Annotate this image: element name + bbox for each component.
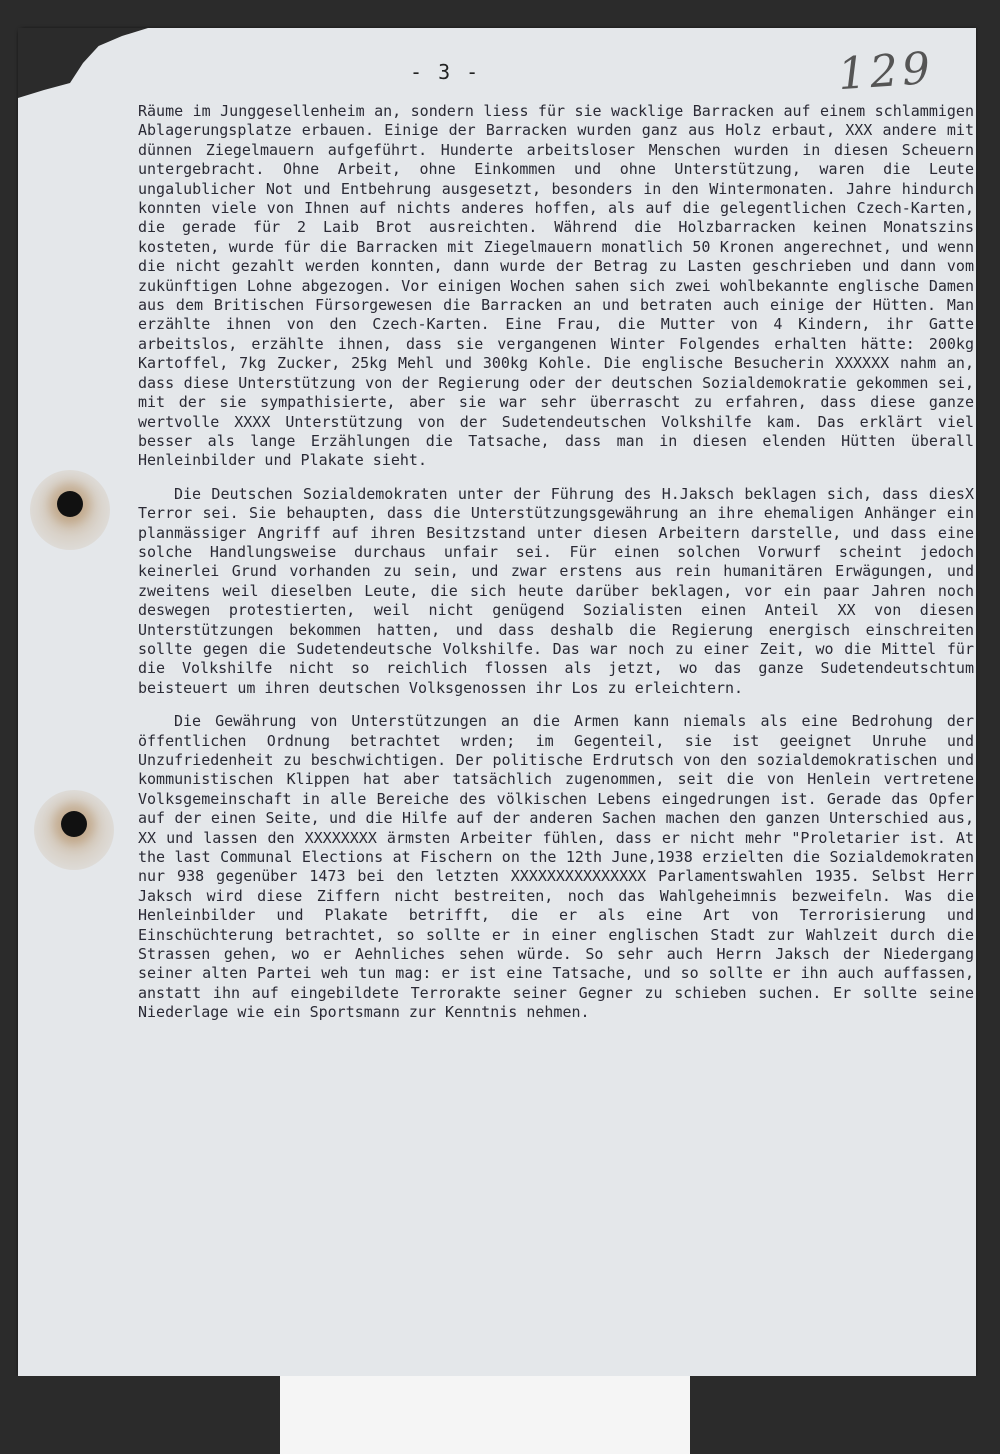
page-number: - 3 - bbox=[410, 60, 481, 84]
punch-hole bbox=[57, 491, 83, 517]
folio-number: 129 bbox=[836, 42, 936, 101]
paragraph-3: Die Gewährung von Unterstützungen an die Armen kann niemals als eine Bedrohung der öffentlichen Ordnung betrachtet wrden; im Gegenteil, sie ist geeignet Unruhe und Unzufriedenheit zu beschwichtigen. Der politische Erdrutsch von den sozialdemokratischen und kommunistischen Klippen hat aber tatsächlich zugenommen, seit die von Henlein vertretene Volksgemeinschaft in alle Bereiche des völkischen Lebens eingedrungen ist. Gerade das Opfer auf der einen Seite, und die Hilfe auf der anderen Sachen machen den ganzen Unterschied aus, XX und lassen den XXXXXXXX ärmsten Arbeiter fühlen, dass er nicht mehr "Proletarier ist. At the last Communal Elections at Fischern on the 12th June,1938 erzielten die Sozialdemokraten nur 938 gegenüber 1473 bei den letzten XXXXXXXXXXXXXXX Parlamentswahlen 1935. Selbst Herr Jaksch wird diese Ziffern nicht bestreiten, noch das Wahlgeheimnis bezweifeln. Was die Henleinbilder und Plakate betrifft, die er als eine Art von Terrorisierung und Einschüchterung betrachtet, so sollte er in einer englischen Stadt zur Wahlzeit durch die Strassen gehen, wo er Aehnliches sehen würde. So sehr auch Herrn Jaksch der Niedergang seiner alten Partei weh tun mag: er ist eine Tatsache, und so sollte er ihn auch auffassen, anstatt ihn auf eingebildete Terrorakte seiner Gegner zu schieben suchen. Er sollte seine Niederlage wie ein Sportsmann zur Kenntnis nehmen. bbox=[138, 712, 974, 1022]
paragraph-2: Die Deutschen Sozialdemokraten unter der Führung des H.Jaksch beklagen sich, dass diesX Terror sei. Sie behaupten, dass die Unterstützungsgewährung an ihre ehemaligen Anhänger ein planmässiger Angriff auf ihren Besitzstand unter diesen Arbeitern darstelle, und dass eine solche Handlungsweise durchaus unfair sei. Für einen solchen Vorwurf scheint jedoch keinerlei Grund vorhanden zu sein, und zwar erstens aus rein humanitären Erwägungen, und zweitens weil dieselben Leute, die sich heute darüber beklagen, vor ein paar Jahren noch deswegen protestierten, weil nicht genügend Sozialisten einen Anteil XX von diesen Unterstützungen bekommen hatten, und dass deshalb die Regierung energisch einschreiten sollte gegen die Sudetendeutsche Volkshilfe. Das war noch zu einer Zeit, wo die Mittel für die Volkshilfe nicht so reichlich flossen als jetzt, wo das ganze Sudetendeutschtum beisteuert um ihren deutschen Volksgenossen ihr Los zu erleichtern. bbox=[138, 484, 974, 697]
paragraph-1: Räume im Junggesellenheim an, sondern liess für sie wacklige Barracken auf einem schlammigen Ablagerungsplatze erbauen. Einige der Barracken wurden ganz aus Holz erbaut, XXX andere mit dünnen Ziegelmauern aufgeführt. Hunderte arbeitsloser Menschen wurden in diesen Scheuern untergebracht. Ohne Arbeit, ohne Einkommen und ohne Unterstützung, waren die Leute ungalublicher Not und Entbehrung ausgesetzt, besonders in den Wintermonaten. Jahre hindurch konnten viele von Ihnen auf nichts anderes hoffen, als auf die gelegentlichen Czech-Karten, die gerade für 2 Laib Brot ausreichten. Während die Holzbarracken keinen Monatszins kosteten, wurde für die Barracken mit Ziegelmauern monatlich 50 Kronen angerechnet, und wenn die nicht gezahlt werden konnten, dann wurde der Betrag zu Lasten geschrieben und dann vom zukünftigen Lohne abgezogen. Vor einigen Wochen sahen sich zwei wohlbekannte englische Damen aus dem Britischen Fürsorgewesen die Barracken an und betraten auch einige der Hütten. Man erzählte ihnen von den Czech-Karten. Eine Frau, die Mutter von 4 Kindern, ihr Gatte arbeitslos, erzählte ihnen, dass sie vergangenen Winter Folgendes erhalten hätte: 200kg Kartoffel, 7kg Zucker, 25kg Mehl und 300kg Kohle. Die englische Besucherin XXXXXX nahm an, dass diese Unterstützung von der Regierung oder der deutschen Sozialdemokratie gekommen sei, mit der sie sympathisierte, aber sie war sehr überrascht zu erfahren, dass diese ganze wertvolle XXXX Unterstützung von der Sudetendeutschen Volkshilfe kam. Das erklärt viel besser als lange Erzählungen die Tatsache, dass man in diesen elenden Hütten überall Henleinbilder und Plakate sieht. bbox=[138, 102, 974, 470]
punch-hole bbox=[61, 811, 87, 837]
label-card bbox=[280, 1376, 690, 1454]
typed-text bbox=[138, 102, 974, 1037]
